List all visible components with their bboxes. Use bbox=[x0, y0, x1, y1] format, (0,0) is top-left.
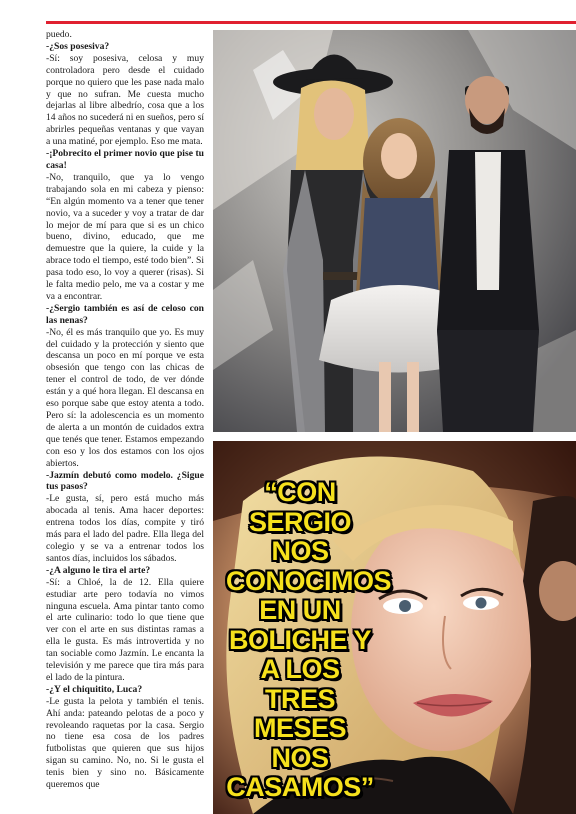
question: -¿Sos posesiva? bbox=[46, 40, 110, 52]
question: -¿Y el chiquitito, Luca? bbox=[46, 683, 143, 695]
question: -¿Sergio también es así de celoso con las nenas? bbox=[46, 302, 204, 326]
question: -¿A alguno le tira el arte? bbox=[46, 564, 151, 576]
question: -Jazmín debutó como modelo. ¿Sigue tus pasos? bbox=[46, 469, 204, 493]
answer: -No, él es más tranquilo que yo. Es muy del cuidado y la protección y siento que descansa un poco en mí porque ve esta obsesión que tengo con las chicas de tener el control de todo, de ver dónde están y a qué hora llegan. El descansa en eso porque sabe que estoy atenta a todo. Pero sí: la adolescencia es un momento de alerta a un montón de cuidados extra que tenés que tener. Estamos empezando con eso y los dos estamos con los ojos abiertos. bbox=[46, 326, 204, 469]
answer: -Sí: soy posesiva, celosa y muy controladora pero desde el cuidado porque no quiero que les pase nada malo y que no sufran. Me cuesta mucho dejarlas al libre albedrío, cosa que a los 14 años no sucederá ni en sueños, pero sí abrirles pequeñas ventanas y que vayan a una matiné, por ejemplo. Eso me mata. bbox=[46, 52, 204, 148]
answer: -No, tranquilo, que ya lo vengo trabajando sola en mi cabeza y pienso: “En algún momento va a tener que tener novio, va a suceder y voy a tratar de dar lo mejor de mí para que si es un chico bueno, divino, educado, que me demuestre que la quiere, la cuide y la abrace todo el tiempo, esté todo bien”. Si pasa todo eso, lo voy a querer (risas). Si le falta medio pelo, me va a costar y me va a encontrar. bbox=[46, 171, 204, 302]
question: -¡Pobrecito el primer novio que pise tu casa! bbox=[46, 148, 204, 171]
interview-text bbox=[46, 29, 204, 791]
paragraph: puedo. bbox=[46, 29, 72, 40]
answer: -Le gusta, sí, pero está mucho más abocada al tenis. Ama hacer deportes: entrena todos los días, compite y tiró más para el lado del padre. Ella llega del colegio y se va a entrenar todos los santos días, incluidos los sábados. bbox=[46, 493, 204, 564]
pull-quote: “CON SERGIO NOS CONOCIMOS EN UN BOLICHE Y A LOS TRES MESES NOS CASAMOS” bbox=[226, 477, 392, 802]
header-rule bbox=[46, 21, 576, 24]
answer: -Le gusta la pelota y también el tenis. Ahí anda: pateando pelotas de a poco y revoleando raquetas por la casa. Sergio no tiene esa cosa de los padres futbolistas que quieren que sus hijos sigan su camino. No, no. Si le gusta el tenis bien y sino no. Básicamente queremos que bbox=[46, 695, 204, 791]
answer: -Sí: a Chloé, la de 12. Ella quiere estudiar arte pero todavía no vimos ninguna escuela. Ama pintar tanto como el arte culinario: todo lo que tiene que ver con el arte en sus distintas ramas a ella le gusta. Es más introvertida y no tan sociable como Jazmín. Le encanta la televisión y me parece que tira más para el lado de la pintura. bbox=[46, 576, 204, 683]
family-photo bbox=[213, 30, 576, 432]
